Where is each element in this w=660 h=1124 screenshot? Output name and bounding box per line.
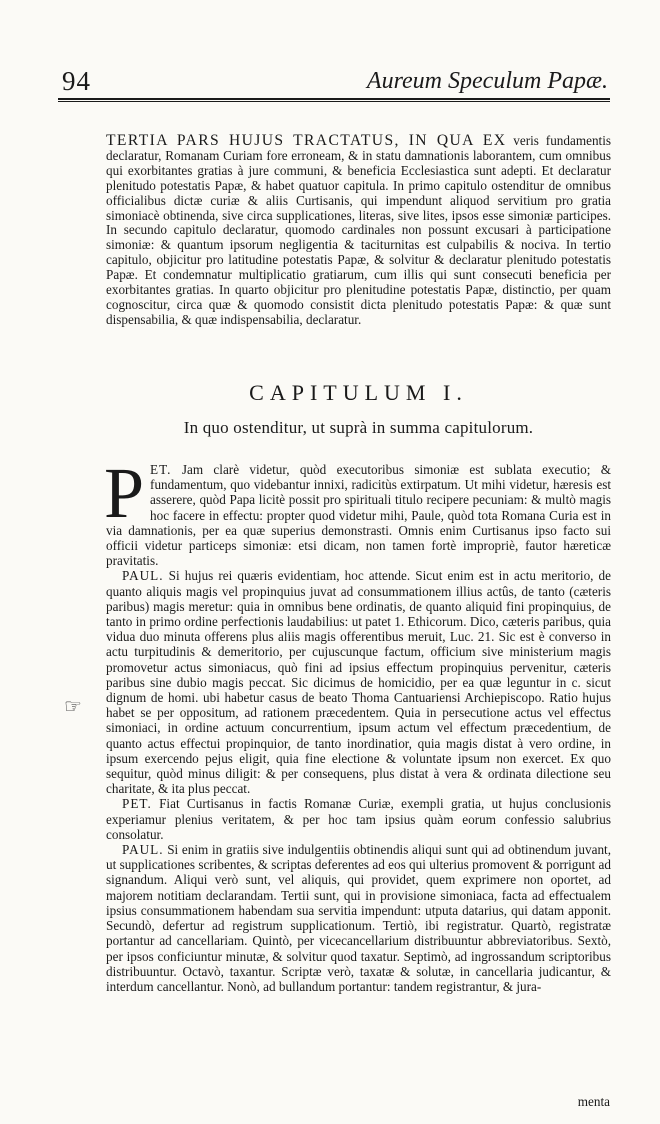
pointing-hand-icon: ☞ [64, 696, 82, 718]
speaker-label: PET. [122, 796, 152, 812]
part-summary [106, 134, 611, 328]
paragraph [106, 842, 611, 994]
paragraph [104, 453, 612, 569]
speaker-label: PAUL. [122, 568, 164, 584]
paragraph-text: Si hujus rei quæris evidentiam, hoc attende. Sicut enim est in actu meritorio, de quanto aliquis magis vel propinquius juvat ad consummationem illius actûs, de tanto (cæteris paribus) magis meretur: quia in omnibus bene ordinatis, de quanto aliquid fini propinquius, de tanto in primo ordine perfectionis laudabilius: ut patet 1. Ethicorum. Dico, cæteris paribus, quia vidua duo minuta offerens plus aliis magis offerentibus meruit, Luc. 21. Sic est è converso in actu turpitudinis & demeritorio, per cujuscunque factum, officium sive ministerium magis promovetur actus simoniacus, quò fini ad ipsius effectum propinquius pervenitur, cæteris paribus sine dubio magis peccat. Sic dicimus de homicidio, per ea quæ leguntur in c. sicut dignum de homi. ubi habetur casus de beato Thoma Cantuariensi Archiepiscopo. Ratio hujus habet se per oppositum, ad rationem præcedentem. Quia in persecutione actus vel effectus simoniaci, in ordine actuum concurrentium, ipsum actum vel effectum præcedentium, de quanto actus effectui propinquior, de tanto inordinatior, quia magis distat à vero ordine, in ipsum exercendo pejus eligit, quia fine electione & voluntate ipsum non exercet. Ex quo sequitur, quòd minus diligit: & per consequens, plus distat à vera & ordinata dilectione seu charitate, & ita plus peccat. [106, 568, 612, 797]
drop-cap: P [104, 453, 145, 533]
chapter-title: CAPITULUM I. [249, 380, 468, 405]
paragraph-text: Si enim in gratiis sive indulgentiis obtinendis aliqui sunt qui ad obtinendum juvant, ut supplicationes scribentes, & scriptas deferentes ad eos qui ulterius promovent & porrigunt ad signandum. Aliqui verò sunt, vel aliquis, qui providet, quem exprimere non oportet, ad majorem notitiam declarandam. Tertii sunt, qui in provisione simoniaca, facta ad effectualem ipsius consummationem habendam sua servitia impendunt: utputa datarius, qui datam apponit. Secundò, defertur ad registrum supplicationum. Tertiò, ibi registratur. Quartò, registratæ portantur ad cancellariam. Quintò, per vicecancellarium distribuuntur abbreviatoribus. Sextò, per ipsos conficiuntur minutæ, & solvitur quod taxatur. Septimò, ad ingrossandum scriptoribus distribuuntur. Octavò, taxantur. Scriptæ verò, taxatæ & solutæ, in cancellaria judicantur, & interdum cancellantur. Nonò, ad bullandum portantur: tandem registrantur, & jura- [106, 842, 612, 994]
page-header [58, 64, 610, 100]
speaker-label: PAUL. [122, 842, 164, 858]
part-heading: TERTIA PARS HUJUS TRACTATUS, IN QUA EX [106, 132, 507, 149]
paragraph [106, 796, 611, 842]
speaker-label: ET. [150, 462, 172, 477]
paragraph-text: Fiat Curtisanus in factis Romanæ Curiæ, exempli gratia, ut hujus conclusionis experiamur plenius veritatem, & per hoc tam ipsius quàm eorum confessio salubrius consolatur. [106, 796, 611, 842]
chapter-subtitle: In quo ostenditur, ut suprà in summa capitulorum. [183, 418, 534, 437]
header-rule [58, 98, 610, 100]
paragraph [106, 568, 611, 796]
page-number: 94 [62, 66, 91, 96]
chapter-body [104, 453, 612, 994]
running-title: Aureum Speculum Papæ. [366, 68, 608, 94]
catchword: menta [577, 1094, 610, 1109]
paragraph-text: Jam clarè videtur, quòd executoribus simoniæ est sublata executio; & fundamentum, quo videbantur innixi, radicitùs extirpatum. Ut mihi videtur, hæresis est asserere, quòd Papa licitè possit pro spirituali titulo recipere pecuniam: & multò magis hoc facere in effectu: propter quod videtur mihi, Paule, quòd tota Romana Curia est in via damnationis, per ea quæ superius demonstrasti. Omnis enim Curtisanus ipso facto sui officii videtur particeps simoniæ: etsi dicam, non tamen fortè impropriè, fautor hæreticæ pravitatis. [106, 462, 612, 569]
part-summary-text: veris fundamentis declaratur, Romanam Curiam fore erroneam, & in statu damnationis laborantem, cum omnibus qui exorbitantes gratias à jure communi, & beneficia Ecclesiastica sunt adepti. Et declaratur plenitudo potestatis Papæ, & habet quatuor capitula. In primo capitulo ostenditur de omnibus officialibus dictæ curiæ & aliis Curtisanis, qui impendunt aliquod servitium pro gratia simoniacè obtinenda, sive circa supplicationes, literas, sive lites, ipsos esse simoniæ participes. In secundo capitulo declaratur, quomodo cardinales non possunt excusari à participatione simoniæ: & quantum ipsorum negligentia & taciturnitas est culpabilis & nociva. In tertio capitulo, objicitur pro latitudine potestatis Papæ, & solvitur & declaratur plenitudo potestatis Papæ. Et condemnatur multiplicatio gratiarum, cum illis qui sunt consecuti beneficia per exorbitantes gratias. In quarto objicitur pro plenitudine potestatis Papæ, distinctio, per quam cognoscitur, circa quæ & quomodo consistit dicta plenitudo potestatis Papæ: & quæ sunt dispensabilia, & quæ indispensabilia, declaratur. [106, 133, 611, 327]
header-rule-thin [58, 101, 610, 102]
